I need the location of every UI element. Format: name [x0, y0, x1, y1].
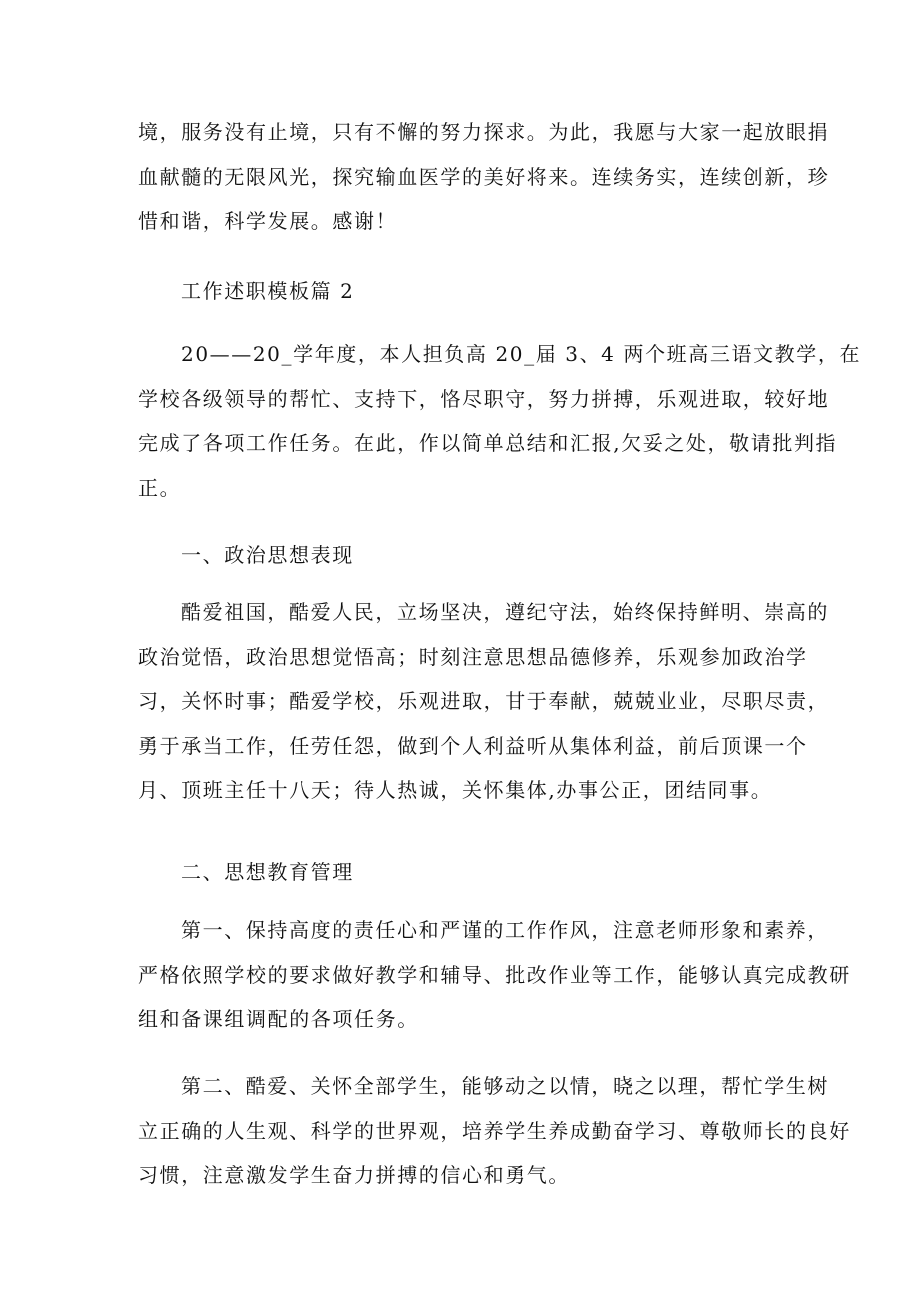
text-line: 境，服务没有止境，只有不懈的努力探求。为此，我愿与大家一起放眼捐 [138, 120, 830, 144]
text-line: 习惯，注意激发学生奋力拼搏的信心和勇气。 [138, 1163, 570, 1187]
section-heading-education: 二、思想教育管理 [181, 860, 354, 884]
text-line: 立正确的人生观、科学的世界观，培养学生养成勤奋学习、尊敬师长的良好 [138, 1118, 851, 1143]
text-line: 第二、酷爱、关怀全部学生，能够动之以情，晓之以理，帮忙学生树 [181, 1074, 829, 1098]
text-line: 习，关怀时事；酷爱学校，乐观进取，甘于奉献，兢兢业业，尽职尽责， [138, 689, 830, 713]
paragraph-first [138, 908, 851, 1042]
paragraph-political [138, 590, 830, 813]
section-title: 工作述职模板篇 2 [181, 279, 355, 303]
text-line: 完成了各项工作任务。在此，作以简单总结和汇报,欠妥之处，敬请批判指 [138, 431, 838, 455]
text-line: 组和备课组调配的各项任务。 [138, 1007, 419, 1031]
text-line: 学校各级领导的帮忙、支持下，恪尽职守，努力拼搏，乐观进取，较好地 [138, 386, 830, 411]
text-line: 正。 [138, 475, 182, 500]
text-line: 勇于承当工作，任劳任怨，做到个人利益听从集体利益，前后顶课一个 [138, 733, 808, 758]
text-line: 严格依照学校的要求做好教学和辅导、批改作业等工作，能够认真完成教研 [138, 962, 851, 987]
paragraph-intro [138, 332, 862, 510]
text-line: 惜和谐，科学发展。感谢！ [138, 209, 398, 233]
text-line: 酷爱祖国，酷爱人民，立场坚决，遵纪守法，始终保持鲜明、崇高的 [181, 600, 829, 624]
text-line: 20——20_学年度，本人担负高 20_届 3、4 两个班高三语文教学，在 [181, 342, 862, 366]
paragraph-second [138, 1064, 851, 1198]
text-line: 月、顶班主任十八天；待人热诚，关怀集体,办事公正，团结同事。 [138, 778, 773, 802]
text-line: 政治觉悟，政治思想觉悟高；时刻注意思想品德修养，乐观参加政治学 [138, 644, 808, 669]
text-line: 第一、保持高度的责任心和严谨的工作作风，注意老师形象和素养， [181, 918, 829, 942]
paragraph-continuation [138, 110, 830, 244]
section-heading-political: 一、政治思想表现 [181, 543, 354, 567]
text-line: 血献髓的无限风光，探究输血医学的美好将来。连续务实，连续创新，珍 [138, 164, 830, 189]
